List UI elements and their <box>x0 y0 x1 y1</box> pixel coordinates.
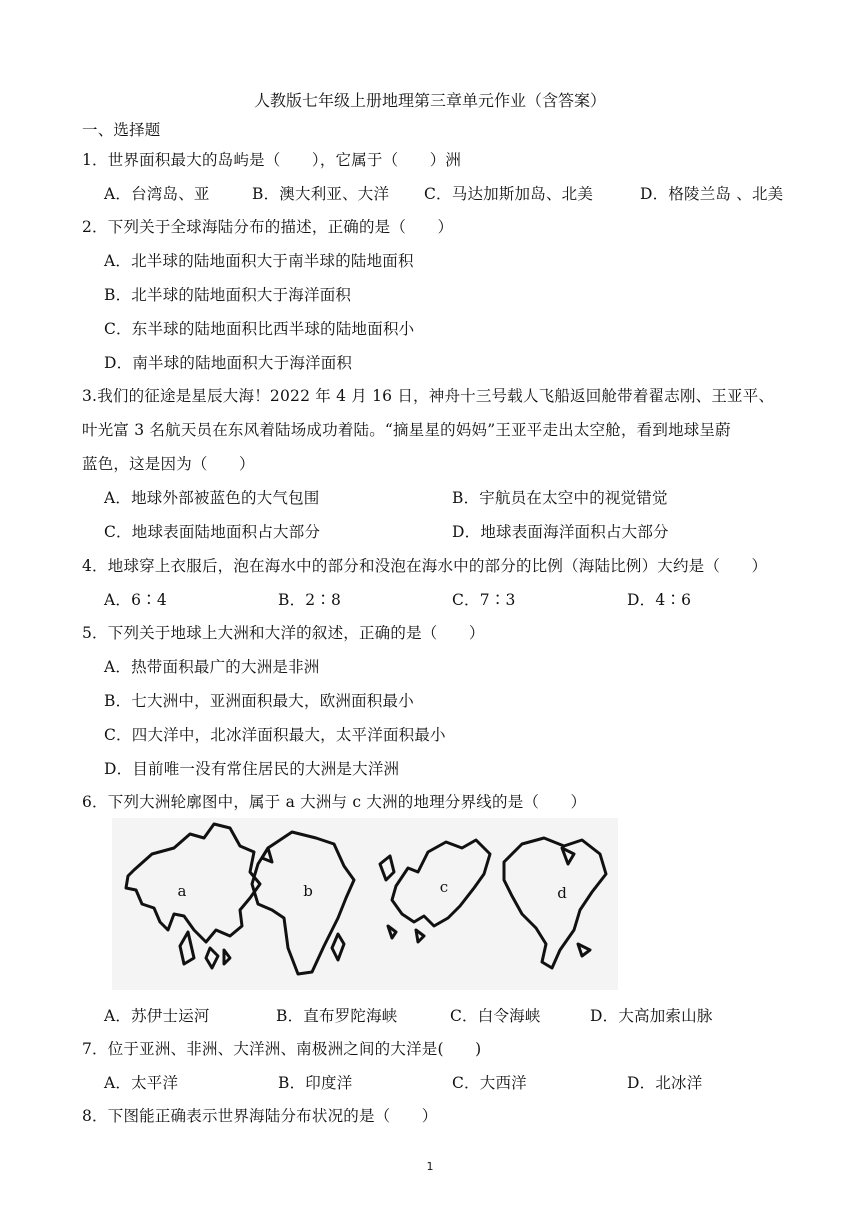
map-label-d: d <box>557 884 567 902</box>
question-7-option-d: D．北冰洋 <box>627 1074 703 1092</box>
section-heading: 一、选择题 <box>82 121 161 139</box>
question-5-option-a: A．热带面积最广的大洲是非洲 <box>104 658 320 676</box>
question-5-option-d: D．目前唯一没有常住居民的大洲是大洋洲 <box>104 760 400 778</box>
question-2-stem: 2．下列关于全球海陆分布的描述，正确的是（ ） <box>82 218 454 236</box>
question-7-option-a: A．太平洋 <box>104 1074 179 1092</box>
question-4-option-b: B．2∶8 <box>278 591 342 609</box>
africa-outline <box>252 832 354 974</box>
question-1-option-a: A．台湾岛、亚 <box>104 185 210 203</box>
question-2-option-c: C．东半球的陆地面积比西半球的陆地面积小 <box>104 320 415 338</box>
question-6-option-a: A．苏伊士运河 <box>104 1007 210 1025</box>
question-3-stem-line-2: 叶光富 3 名航天员在东风着陆场成功着陆。“摘星星的妈妈”王亚平走出太空舱，看到地球呈蔚 <box>82 421 731 439</box>
question-2-option-d: D．南半球的陆地面积大于海洋面积 <box>104 354 353 372</box>
question-7-option-b: B．印度洋 <box>278 1074 353 1092</box>
question-6-option-c: C．白令海峡 <box>450 1007 541 1025</box>
question-1-option-c: C．马达加斯加岛、北美 <box>424 185 594 203</box>
question-4-option-c: C．7∶3 <box>452 591 516 609</box>
north-america-outline <box>504 838 606 968</box>
question-1-option-d: D．格陵兰岛 、北美 <box>640 185 784 203</box>
question-5-option-b: B．七大洲中，亚洲面积最大，欧洲面积最小 <box>104 692 414 710</box>
question-8-stem: 8．下图能正确表示世界海陆分布状况的是（ ） <box>82 1107 438 1125</box>
question-3-stem-line-3: 蓝色，这是因为（ ） <box>82 455 255 473</box>
map-label-b: b <box>303 882 313 900</box>
question-6-stem: 6．下列大洲轮廓图中，属于 a 大洲与 c 大洲的地理分界线的是（ ） <box>82 793 587 811</box>
question-4-stem: 4．地球穿上衣服后，泡在海水中的部分和没泡在海水中的部分的比例（海陆比例）大约是（ ） <box>82 557 768 575</box>
map-label-c: c <box>439 878 449 896</box>
question-2-option-b: B．北半球的陆地面积大于海洋面积 <box>104 286 352 304</box>
page-number: 1 <box>426 1160 434 1173</box>
question-3-stem-line-1: 3.我们的征途是星辰大海！2022 年 4 月 16 日，神舟十三号载人飞船返回舱带着翟志刚、王亚平、 <box>82 387 775 405</box>
question-7-stem: 7．位于亚洲、非洲、大洋洲、南极洲之间的大洋是( ) <box>82 1040 482 1058</box>
question-3-option-a: A．地球外部被蓝色的大气包围 <box>104 489 320 507</box>
question-5-stem: 5．下列关于地球上大洲和大洋的叙述，正确的是（ ） <box>82 624 485 642</box>
question-4-option-a: A．6∶4 <box>104 591 167 609</box>
question-6-option-b: B．直布罗陀海峡 <box>276 1007 398 1025</box>
document-title: 人教版七年级上册地理第三章单元作业（含答案） <box>253 91 606 110</box>
map-label-a: a <box>177 882 187 900</box>
continent-outline-figure <box>112 818 618 990</box>
question-7-option-c: C．大西洋 <box>452 1074 527 1092</box>
question-3-option-d: D．地球表面海洋面积占大部分 <box>452 523 669 541</box>
question-4-option-d: D．4∶6 <box>627 591 692 609</box>
question-5-option-c: C．四大洋中，北冰洋面积最大，太平洋面积最小 <box>104 726 446 744</box>
question-3-option-c: C．地球表面陆地面积占大部分 <box>104 523 321 541</box>
question-1-option-b: B．澳大利亚、大洋 <box>252 185 390 203</box>
question-2-option-a: A．北半球的陆地面积大于南半球的陆地面积 <box>104 252 414 270</box>
asia-outline <box>126 824 260 942</box>
question-3-option-b: B．宇航员在太空中的视觉错觉 <box>452 489 668 507</box>
question-6-option-d: D．大高加索山脉 <box>590 1007 713 1025</box>
question-1-stem: 1．世界面积最大的岛屿是（ ），它属于（ ）洲 <box>82 151 462 169</box>
